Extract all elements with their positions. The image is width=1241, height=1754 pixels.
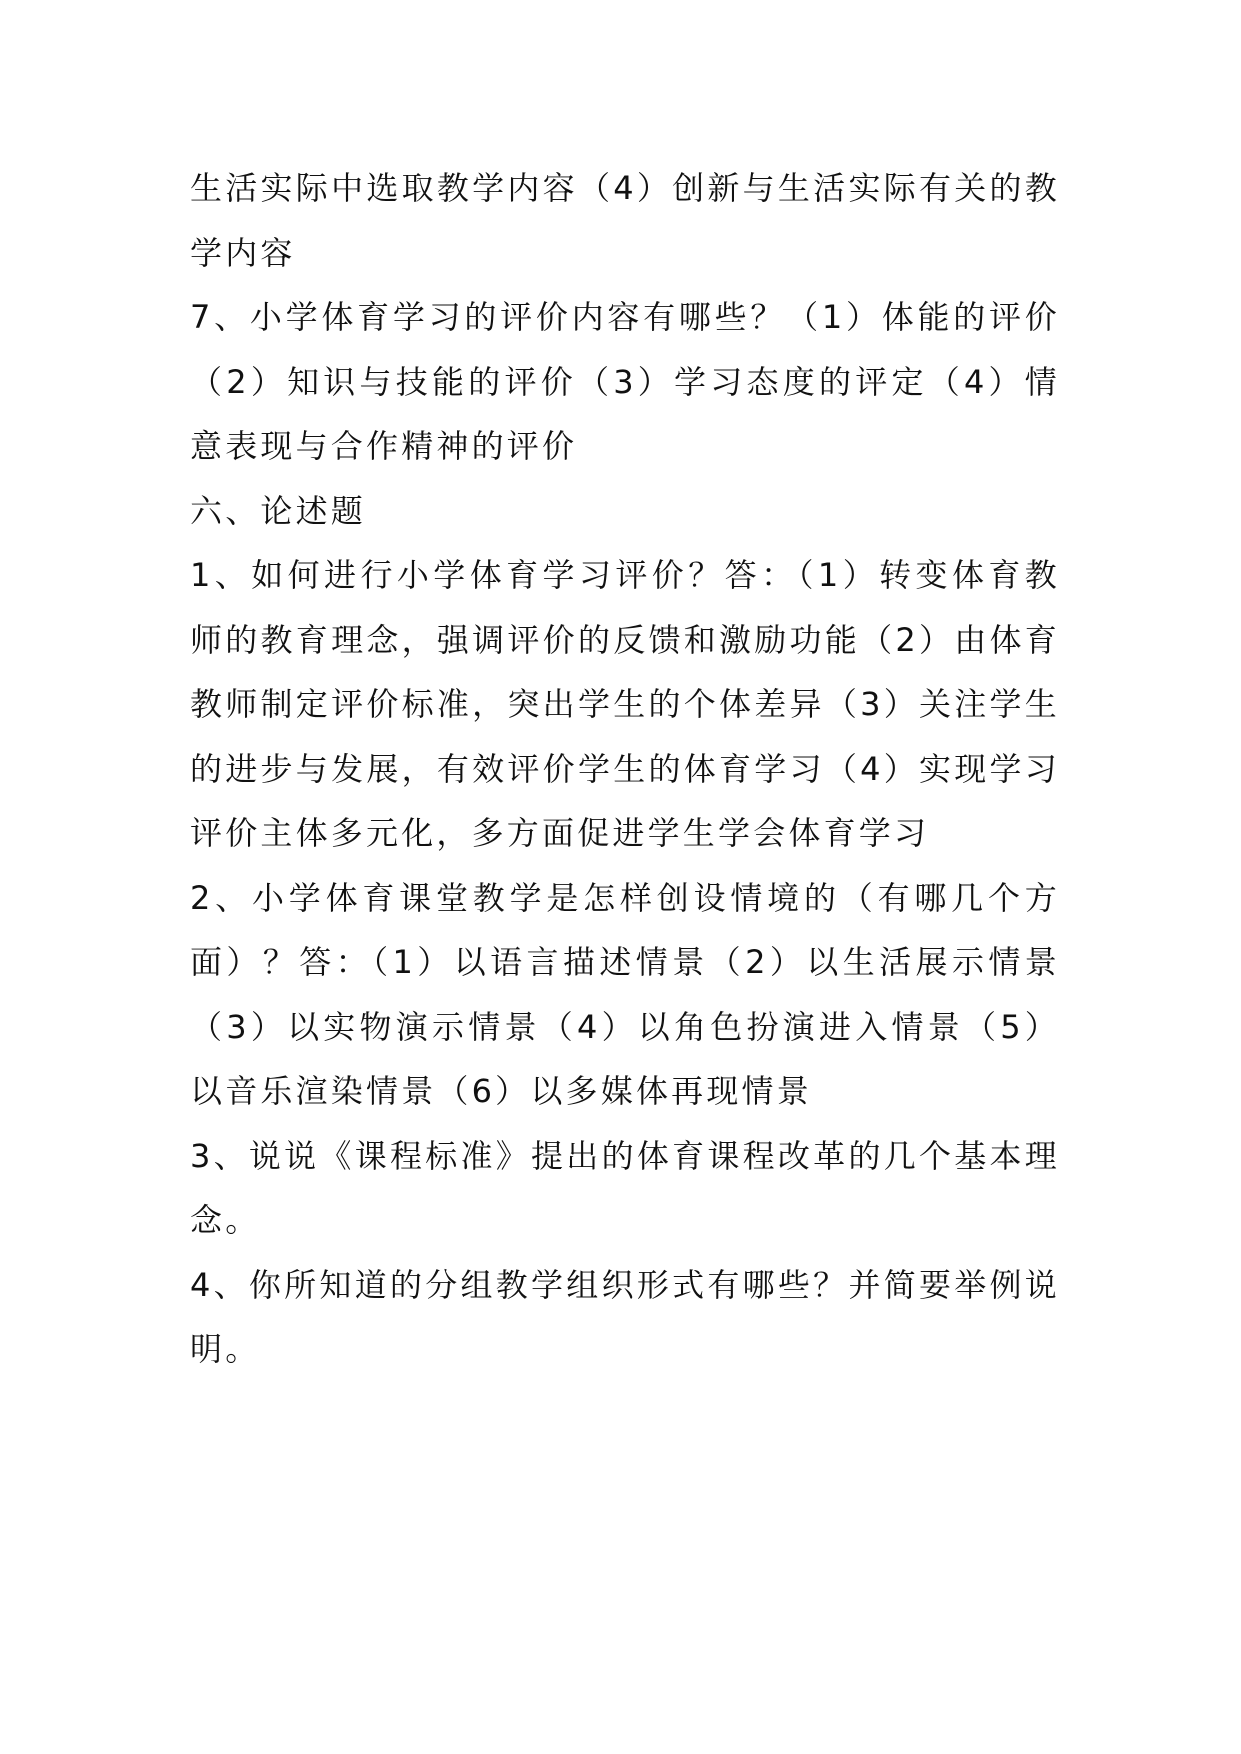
document-body <box>190 156 1060 1382</box>
essay-question-3: 3、说说《课程标准》提出的体育课程改革的几个基本理念。 <box>190 1136 1060 1239</box>
essay-question-4: 4、你所知道的分组教学组织形式有哪些？并简要举例说明。 <box>190 1265 1060 1368</box>
question-7: 7、小学体育学习的评价内容有哪些？（1）体能的评价（2）知识与技能的评价（3）学习态度的评定（4）情意表现与合作精神的评价 <box>190 298 1060 465</box>
essay-question-1: 1、如何进行小学体育学习评价？答：（1）转变体育教师的教育理念，强调评价的反馈和激励功能（2）由体育教师制定评价标准，突出学生的个体差异（3）关注学生的进步与发展，有效评价学生的体育学习（4）实现学习评价主体多元化，多方面促进学生学会体育学习 <box>190 556 1060 852</box>
paragraph-continuation: 生活实际中选取教学内容（4）创新与生活实际有关的教学内容 <box>190 169 1060 272</box>
essay-question-2: 2、小学体育课堂教学是怎样创设情境的（有哪几个方面）？答：（1）以语言描述情景（2）以生活展示情景（3）以实物演示情景（4）以角色扮演进入情景（5）以音乐渲染情景（6）以多媒体再现情景 <box>190 878 1060 1110</box>
section-heading: 六、论述题 <box>190 491 367 530</box>
